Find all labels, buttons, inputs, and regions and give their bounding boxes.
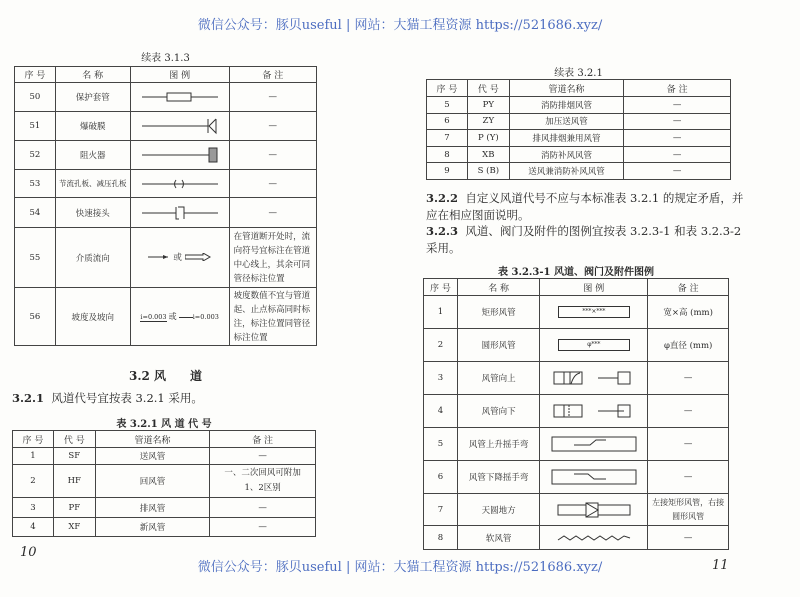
row-note: 坡度数值不宜与管道起、止点标高同时标注，标注位置同管径标注位置 [229, 288, 316, 346]
row-no: 8 [424, 526, 458, 550]
watermark-bottom: 微信公众号：豚贝useful | 网站：大猫工程资源 https://521686.xyz/ [197, 560, 603, 575]
table-row [424, 362, 729, 395]
table-row [15, 83, 317, 112]
clause-text: 自定义风道代号不应与本标准表 3.2.1 的规定矛盾，并 [465, 191, 744, 205]
header-note: 备 注 [624, 80, 731, 97]
row-no: 1 [13, 448, 54, 465]
row-name: 消防排烟风管 [509, 97, 624, 114]
table-row [424, 428, 729, 461]
row-no: 4 [424, 395, 458, 428]
row-no: 5 [424, 428, 458, 461]
row-note: — [648, 428, 729, 461]
row-no: 8 [427, 146, 468, 163]
table-caption: 表 3.2.3-1 风道、阀门及附件图例 [498, 267, 654, 278]
duct-diameter-label: φ*** [558, 339, 630, 351]
row-name: 快速接头 [55, 198, 130, 228]
row-name: 送风兼消防补风风管 [509, 163, 624, 180]
row-code: PY [467, 97, 509, 114]
row-note: — [648, 526, 729, 550]
row-no: 50 [15, 83, 56, 112]
rect-duct-symbol [540, 296, 648, 329]
row-note: 在管道断开处时，流向符号宜标注在管道中心线上，其余可同管径标注位置 [229, 228, 316, 288]
slope-symbol [130, 288, 229, 346]
row-no: 1 [424, 296, 458, 329]
row-name: 风管向上 [457, 362, 540, 395]
row-note: φ直径 (mm) [648, 329, 729, 362]
table-row [424, 526, 729, 550]
row-no: 2 [424, 329, 458, 362]
header-no: 序 号 [13, 431, 54, 448]
row-name: 坡度及坡向 [55, 288, 130, 346]
header-name: 名 称 [457, 279, 540, 296]
row-note: — [229, 112, 316, 141]
table-row [13, 518, 316, 537]
header-no: 序 号 [427, 80, 468, 97]
row-no: 6 [424, 461, 458, 494]
row-name: 新风管 [95, 518, 210, 537]
row-code: HF [53, 465, 95, 498]
flexible-duct-symbol [540, 526, 648, 550]
row-no: 56 [15, 288, 56, 346]
row-no: 51 [15, 112, 56, 141]
row-code: XF [53, 518, 95, 537]
row-no: 4 [13, 518, 54, 537]
table-row [427, 113, 731, 130]
round-duct-symbol [540, 329, 648, 362]
table-row [15, 170, 317, 198]
row-note: — [210, 448, 316, 465]
row-no: 6 [427, 113, 468, 130]
row-note: — [624, 163, 731, 180]
or-label: 或 [168, 312, 177, 321]
row-no: 54 [15, 198, 56, 228]
row-name: 矩形风管 [457, 296, 540, 329]
duct-down-symbol [540, 395, 648, 428]
table-3-1-3 [14, 66, 317, 346]
table-row [13, 465, 316, 498]
row-note: — [648, 461, 729, 494]
duct-rise-offset-symbol [540, 428, 648, 461]
row-note: — [624, 146, 731, 163]
row-note: 左接矩形风管，右接圆形风管 [648, 494, 729, 526]
row-no: 7 [427, 130, 468, 147]
page-number: 10 [20, 545, 37, 560]
table-row [15, 228, 317, 288]
header-note: 备 注 [648, 279, 729, 296]
page-number: 11 [712, 558, 729, 573]
slope-value: i=0.003 [192, 313, 219, 321]
duct-size-label: ***×*** [558, 306, 630, 318]
row-code: P (Y) [467, 130, 509, 147]
row-name: 风管上升摇手弯 [457, 428, 540, 461]
row-note: — [210, 518, 316, 537]
table-caption: 表 3.2.1 风 道 代 号 [116, 419, 212, 430]
row-name: 软风管 [457, 526, 540, 550]
header-code: 代 号 [53, 431, 95, 448]
row-name: 爆破膜 [55, 112, 130, 141]
header-no: 序 号 [15, 67, 56, 83]
row-note: — [229, 83, 316, 112]
row-no: 9 [427, 163, 468, 180]
row-name: 风管下降摇手弯 [457, 461, 540, 494]
table-row [424, 296, 729, 329]
orifice-plate-symbol [130, 170, 229, 198]
table-row [427, 146, 731, 163]
protective-sleeve-symbol [130, 83, 229, 112]
table-row [15, 141, 317, 170]
or-label: 或 [173, 253, 182, 263]
header-note: 备 注 [229, 67, 316, 83]
row-note: — [229, 198, 316, 228]
table-row [13, 448, 316, 465]
table-row [15, 288, 317, 346]
table-3-2-1 [12, 430, 316, 537]
slope-value: i=0.003 [140, 313, 167, 321]
header-pipe-name: 管道名称 [95, 431, 210, 448]
row-name: 回风管 [95, 465, 210, 498]
row-code: PF [53, 498, 95, 518]
table-3-2-3-1 [423, 278, 729, 550]
table-row [424, 329, 729, 362]
row-name: 排风排烟兼用风管 [509, 130, 624, 147]
table-row [427, 130, 731, 147]
row-no: 5 [427, 97, 468, 114]
header-name: 名 称 [55, 67, 130, 83]
clause-text: 风道、阀门及附件的图例宜按表 3.2.3-1 和表 3.2.3-2 [465, 224, 742, 238]
row-code: XB [467, 146, 509, 163]
header-legend: 图 例 [130, 67, 229, 83]
row-note: — [648, 362, 729, 395]
row-code: S (B) [467, 163, 509, 180]
row-note: — [210, 498, 316, 518]
row-no: 52 [15, 141, 56, 170]
row-note: 一、二次回风可附加1、2区别 [210, 465, 316, 498]
row-name: 消防补风风管 [509, 146, 624, 163]
row-code: ZY [467, 113, 509, 130]
row-no: 53 [15, 170, 56, 198]
table-row [15, 112, 317, 141]
table-row [427, 163, 731, 180]
row-note: — [229, 141, 316, 170]
row-name: 加压送风管 [509, 113, 624, 130]
clause-number: 3.2.1 [12, 391, 45, 405]
row-no: 3 [13, 498, 54, 518]
header-pipe-name: 管道名称 [509, 80, 624, 97]
table-3-2-1-continued [426, 79, 731, 180]
header-no: 序 号 [424, 279, 458, 296]
flame-arrester-symbol [130, 141, 229, 170]
row-no: 3 [424, 362, 458, 395]
clause-text: 采用。 [426, 241, 461, 255]
flow-direction-symbol [130, 228, 229, 288]
duct-drop-offset-symbol [540, 461, 648, 494]
row-no: 7 [424, 494, 458, 526]
row-name: 圆形风管 [457, 329, 540, 362]
row-name: 节流孔板、减压孔板 [55, 170, 130, 198]
row-name: 送风管 [95, 448, 210, 465]
row-name: 阻火器 [55, 141, 130, 170]
rupture-disc-symbol [130, 112, 229, 141]
square-to-round-symbol [540, 494, 648, 526]
row-note: — [624, 113, 731, 130]
row-note: — [648, 395, 729, 428]
header-code: 代 号 [467, 80, 509, 97]
section-heading: 3.2 风 道 [128, 369, 203, 383]
duct-up-symbol [540, 362, 648, 395]
table-row [424, 494, 729, 526]
clause-number: 3.2.3 [426, 224, 459, 238]
row-note: — [624, 130, 731, 147]
row-name: 天圆地方 [457, 494, 540, 526]
table-row [424, 461, 729, 494]
header-note: 备 注 [210, 431, 316, 448]
clause-text: 应在相应图面说明。 [426, 208, 530, 222]
clause-number: 3.2.2 [426, 191, 459, 205]
row-note: — [624, 97, 731, 114]
row-name: 风管向下 [457, 395, 540, 428]
row-name: 排风管 [95, 498, 210, 518]
watermark-top: 微信公众号：豚贝useful | 网站：大猫工程资源 https://521686.xyz/ [197, 18, 603, 33]
table-caption: 续表 3.1.3 [141, 53, 190, 64]
table-row [15, 198, 317, 228]
header-legend: 图 例 [540, 279, 648, 296]
table-caption: 续表 3.2.1 [554, 68, 603, 79]
table-row [13, 498, 316, 518]
row-name: 保护套管 [55, 83, 130, 112]
table-row [427, 97, 731, 114]
row-no: 2 [13, 465, 54, 498]
table-row [424, 395, 729, 428]
clause-text: 风道代号宜按表 3.2.1 采用。 [51, 391, 203, 405]
quick-coupling-symbol [130, 198, 229, 228]
row-note: — [229, 170, 316, 198]
row-no: 55 [15, 228, 56, 288]
row-name: 介质流向 [55, 228, 130, 288]
row-note: 宽×高 (mm) [648, 296, 729, 329]
row-code: SF [53, 448, 95, 465]
